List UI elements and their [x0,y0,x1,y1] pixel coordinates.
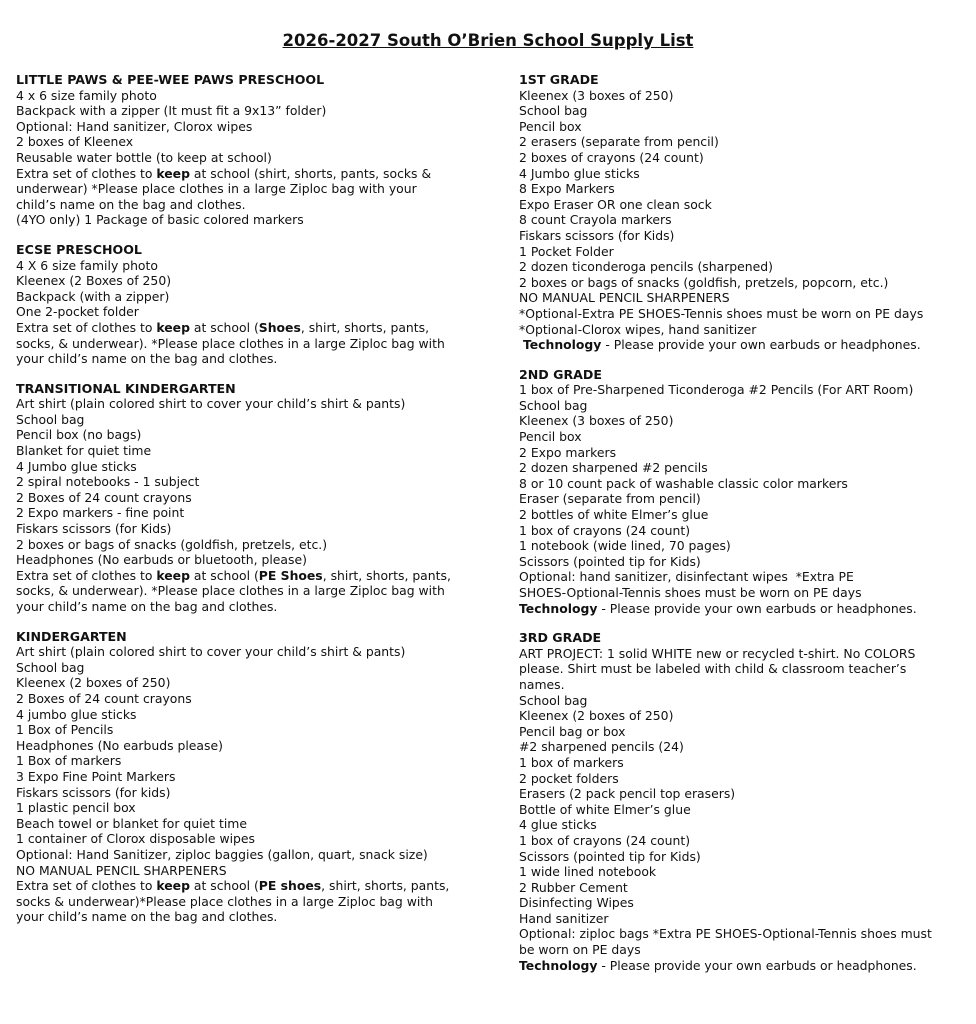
supply-item [519,926,959,957]
item-text: 2 boxes of crayons (24 count) [519,149,704,165]
emphasis-text: Technology [519,600,598,616]
emphasis-text: PE shoes [258,878,322,894]
supply-item [519,212,959,228]
supply-item [16,273,472,289]
item-text: , shirt, shorts, pants, socks, & underwear). *Please place clothes in a large Ziploc bag with your child’s name on the bag and clothes. [16,567,451,614]
item-text: Extra set of clothes to [16,878,157,894]
supply-item [519,398,959,414]
supply-item [519,739,959,755]
item-text: Kleenex (2 boxes of 250) [519,708,674,724]
item-text: 2 spiral notebooks - 1 subject [16,474,200,490]
item-text: at school (shirt, shorts, pants, socks & underwear) *Please place clothes in a large Ziploc bag with your child’s name on the bag and clothes. [16,165,432,212]
item-text: Fiskars scissors (for Kids) [519,227,675,243]
item-text: School bag [519,103,588,119]
item-text: NO MANUAL PENCIL SHARPENERS [16,862,227,878]
item-text: Backpack (with a zipper) [16,288,170,304]
supply-item [16,412,472,428]
item-text: , shirt, shorts, pants, socks & underwear)*Please place clothes in a large Ziploc bag with your child’s name on the bag and clothes. [16,878,450,925]
item-text: Eraser (separate from pencil) [519,491,701,507]
supply-item [16,258,472,274]
supply-item [519,554,959,570]
item-text: 2 Expo markers [519,444,617,460]
item-text: Headphones (No earbuds please) [16,737,223,753]
supply-item [519,337,959,353]
section-transitional-kindergarten [16,381,472,615]
supply-item [16,212,472,228]
item-text: Extra set of clothes to [16,319,157,335]
item-text: 4 Jumbo glue sticks [519,165,640,181]
supply-item [16,800,472,816]
emphasis-text: keep [156,567,190,583]
item-text: 1 Box of markers [16,753,122,769]
emphasis-text: keep [156,878,190,894]
section-heading: 2ND GRADE [519,366,602,382]
supply-item [519,322,959,338]
supply-item [16,675,472,691]
item-text: Optional: hand sanitizer, disinfectant wipes *Extra PE SHOES-Optional-Tennis shoes must be worn on PE days [519,569,862,600]
supply-item [519,895,959,911]
emphasis-text: Shoes [258,319,301,335]
item-text: Kleenex (2 boxes of 250) [16,675,171,691]
section-kindergarten [16,629,472,925]
supply-item [519,646,959,693]
supply-item [16,552,472,568]
supply-item [16,769,472,785]
item-text: One 2-pocket folder [16,304,139,320]
supply-item [519,911,959,927]
supply-item [519,864,959,880]
supply-item [519,507,959,523]
supply-item [16,691,472,707]
supply-item [519,708,959,724]
section-heading: KINDERGARTEN [16,628,127,644]
supply-item [16,816,472,832]
section-heading: 3RD GRADE [519,630,602,646]
item-text: , shirt, shorts, pants, socks, & underwear). *Please place clothes in a large Ziploc bag with your child’s name on the bag and clothes. [16,319,445,367]
item-text: Fiskars scissors (for kids) [16,784,171,800]
item-text: 2 Boxes of 24 count crayons [16,690,192,706]
supply-item [519,833,959,849]
section-heading: ECSE PRESCHOOL [16,241,142,257]
supply-item [16,119,472,135]
supply-item [16,490,472,506]
item-text: Expo Eraser OR one clean sock [519,196,712,212]
item-text: Beach towel or blanket for quiet time [16,815,247,831]
supply-item [16,443,472,459]
supply-item [16,88,472,104]
item-text: 1 box of Pre-Sharpened Ticonderoga #2 Pencils (For ART Room) [519,382,914,398]
item-text: 1 Pocket Folder [519,243,614,259]
supply-item [16,150,472,166]
supply-item [16,304,472,320]
supply-item [519,601,959,617]
item-text: at school ( [189,567,259,583]
section-3rd-grade [519,630,959,973]
item-text: 2 Boxes of 24 count crayons [16,489,192,505]
section-heading: 1ST GRADE [519,72,599,87]
item-text: Pencil box (no bags) [16,427,142,443]
supply-item [519,880,959,896]
item-text: 4 jumbo glue sticks [16,706,137,722]
supply-item [16,831,472,847]
item-text: Fiskars scissors (for Kids) [16,521,172,537]
item-text: Art shirt (plain colored shirt to cover your child’s shirt & pants) [16,644,406,660]
supply-item [519,429,959,445]
item-text: *Optional-Extra PE SHOES-Tennis shoes must be worn on PE days [519,305,924,321]
item-text: 1 notebook (wide lined, 70 pages) [519,538,731,554]
item-text: School bag [519,692,588,708]
supply-item [519,150,959,166]
item-text: Reusable water bottle (to keep at school) [16,149,272,165]
item-text: 4 x 6 size family photo [16,87,157,103]
item-text: Kleenex (3 boxes of 250) [519,87,674,103]
supply-item [519,569,959,600]
supply-item [519,306,959,322]
item-text: 1 wide lined notebook [519,864,657,880]
emphasis-text: Technology [522,337,602,353]
supply-item [16,459,472,475]
emphasis-text: keep [156,165,190,181]
item-text: 1 plastic pencil box [16,800,136,816]
supply-item [16,103,472,119]
section-heading: TRANSITIONAL KINDERGARTEN [16,380,236,396]
item-text: 2 erasers (separate from pencil) [519,134,719,150]
item-text: 3 Expo Fine Point Markers [16,768,176,784]
supply-item [16,878,472,925]
supply-item [519,460,959,476]
item-text: School bag [519,397,588,413]
supply-item [519,103,959,119]
item-text: Scissors (pointed tip for Kids) [519,553,701,569]
item-text: Extra set of clothes to [16,165,157,181]
supply-item [519,275,959,291]
supply-item [16,427,472,443]
item-text: Extra set of clothes to [16,567,157,583]
item-text: School bag [16,659,85,675]
section-heading: LITTLE PAWS & PEE-WEE PAWS PRESCHOOL [16,72,325,87]
item-text: Headphones (No earbuds or bluetooth, please) [16,552,307,568]
supply-item [519,166,959,182]
emphasis-text: keep [156,319,190,335]
item-text: 2 Expo markers - fine point [16,505,185,521]
item-text: Pencil box [519,118,582,134]
supply-item [16,320,472,367]
supply-item [519,786,959,802]
item-text: 2 boxes of Kleenex [16,134,134,150]
item-text: 2 bottles of white Elmer’s glue [519,507,709,523]
item-text: 4 Jumbo glue sticks [16,458,137,474]
item-text: 2 dozen ticonderoga pencils (sharpened) [519,259,773,275]
supply-item [519,755,959,771]
supply-item [519,290,959,306]
item-text: NO MANUAL PENCIL SHARPENERS [519,290,730,306]
supply-item [519,197,959,213]
supply-item [519,802,959,818]
item-text: 1 container of Clorox disposable wipes [16,831,255,847]
item-text: Art shirt (plain colored shirt to cover your child’s shirt & pants) [16,396,406,412]
supply-item [519,259,959,275]
item-text: 2 boxes or bags of snacks (goldfish, pretzels, popcorn, etc.) [519,274,889,290]
supply-item [16,722,472,738]
supply-item [16,753,472,769]
item-text: 2 pocket folders [519,770,619,786]
item-text: 2 dozen sharpened #2 pencils [519,460,708,476]
item-text: Bottle of white Elmer’s glue [519,801,691,817]
supply-item [519,119,959,135]
item-text: Kleenex (3 boxes of 250) [519,413,674,429]
supply-item [16,644,472,660]
supply-item [519,771,959,787]
left-column [16,72,472,939]
item-text: 1 box of markers [519,754,624,770]
supply-item [519,491,959,507]
item-text: 4 glue sticks [519,817,597,833]
item-text: at school ( [189,319,259,335]
item-text: Scissors (pointed tip for Kids) [519,848,701,864]
supply-item [519,244,959,260]
supply-item [16,707,472,723]
supply-item [519,724,959,740]
supply-item [16,738,472,754]
item-text: Blanket for quiet time [16,443,152,459]
item-text: Backpack with a zipper (It must fit a 9x13” folder) [16,103,327,119]
supply-item [519,817,959,833]
supply-item [16,785,472,801]
emphasis-text: Technology [519,957,598,973]
supply-item [16,537,472,553]
supply-item [16,134,472,150]
item-text: - Please provide your own earbuds or headphones. [597,600,917,616]
supply-item [16,521,472,537]
page-title: 2026-2027 South O’Brien School Supply List [282,31,694,50]
supply-item [519,382,959,398]
supply-item [519,134,959,150]
item-text: Pencil bag or box [519,723,626,739]
supply-item [16,568,472,615]
supply-item [519,228,959,244]
supply-item [519,849,959,865]
item-text: 1 box of crayons (24 count) [519,832,691,848]
item-text: 8 or 10 count pack of washable classic color markers [519,475,848,491]
item-text: - Please provide your own earbuds or headphones. [597,957,917,973]
supply-item [519,413,959,429]
supply-item [519,958,959,974]
item-text: at school ( [189,878,259,894]
item-text: 1 box of crayons (24 count) [519,522,691,538]
supply-item [519,693,959,709]
supply-item [16,396,472,412]
section-2nd-grade [519,367,959,617]
item-text: Optional: ziploc bags *Extra PE SHOES-Optional-Tennis shoes must be worn on PE days [519,926,932,958]
item-text: Kleenex (2 Boxes of 250) [16,273,172,289]
supply-item [519,445,959,461]
item-text: Hand sanitizer [519,910,609,926]
item-text: ART PROJECT: 1 solid WHITE new or recycled t-shirt. No COLORS please. Shirt must be labeled with child & classroom teacher’s names. [519,645,916,692]
supply-item [519,88,959,104]
supply-item [16,660,472,676]
item-text: Pencil box [519,429,582,445]
emphasis-text: PE Shoes [258,567,323,583]
item-text: School bag [16,411,85,427]
right-column [519,72,959,987]
section-1st-grade [519,72,959,353]
item-text: - Please provide your own earbuds or headphones. [601,337,921,353]
supply-item [16,847,472,863]
item-text: Optional: Hand sanitizer, Clorox wipes [16,118,253,134]
item-text: (4YO only) 1 Package of basic colored markers [16,212,304,228]
item-text: 2 Rubber Cement [519,879,628,895]
supply-item [16,505,472,521]
item-text: 8 count Crayola markers [519,212,672,228]
supply-item [519,181,959,197]
item-text: Disinfecting Wipes [519,895,634,911]
item-text: 8 Expo Markers [519,181,615,197]
item-text: 4 X 6 size family photo [16,257,158,273]
item-text: #2 sharpened pencils (24) [519,739,684,755]
item-text: *Optional-Clorox wipes, hand sanitizer [519,321,757,337]
section-little-paws-pee-wee-paws-preschool [16,72,472,228]
supply-item [16,474,472,490]
supply-item [519,523,959,539]
item-text: Optional: Hand Sanitizer, ziploc baggies (gallon, quart, snack size) [16,846,428,862]
supply-item [519,476,959,492]
section-ecse-preschool [16,242,472,367]
supply-item [16,166,472,213]
supply-item [16,863,472,879]
item-text: 1 Box of Pencils [16,722,114,738]
item-text: 2 boxes or bags of snacks (goldfish, pretzels, etc.) [16,536,328,552]
supply-item [16,289,472,305]
supply-item [519,538,959,554]
item-text: Erasers (2 pack pencil top erasers) [519,786,736,802]
